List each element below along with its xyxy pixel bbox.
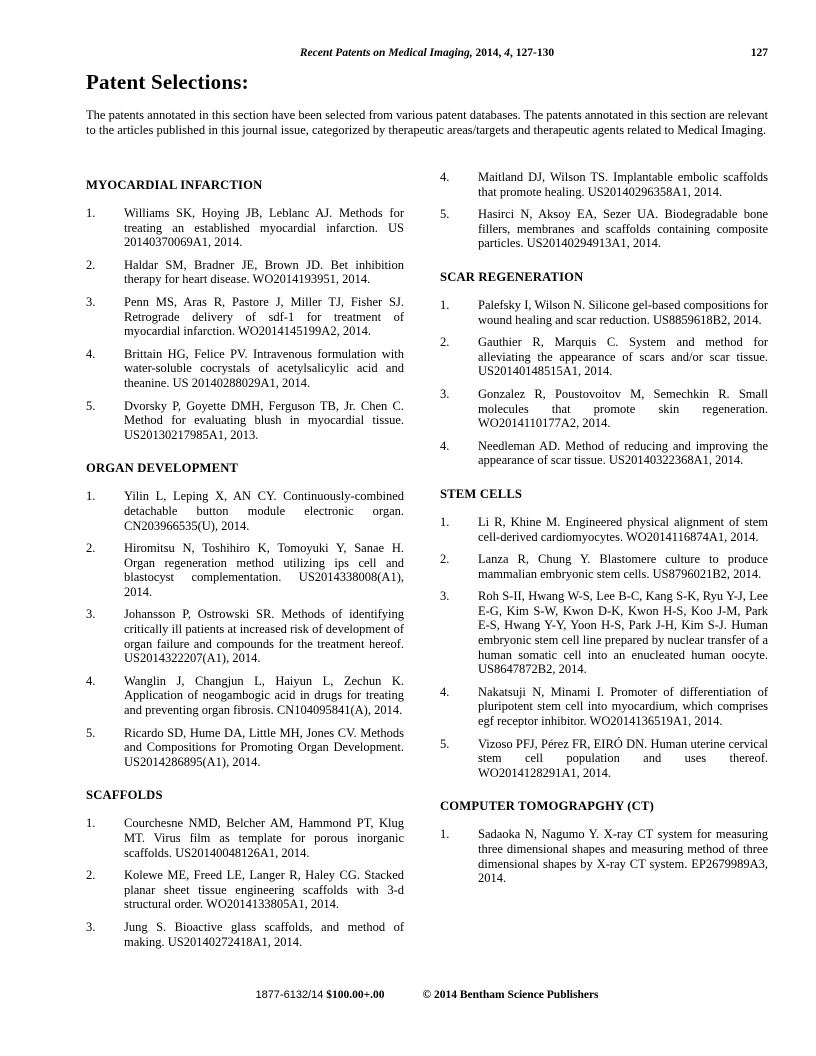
item-number: 3. — [440, 589, 450, 604]
patent-item — [86, 674, 404, 718]
patent-item — [440, 515, 768, 544]
patent-item — [86, 295, 404, 339]
section-myocardial-infarction — [86, 178, 404, 442]
item-number: 2. — [86, 541, 96, 556]
patent-item — [86, 816, 404, 860]
item-text: Vizoso PFJ, Pérez FR, EIRÓ DN. Human uterine cervical stem cell population and uses thereof. WO2014128291A1, 2014. — [478, 736, 768, 780]
patent-item — [440, 298, 768, 327]
item-text: Johansson P, Ostrowski SR. Methods of identifying critically ill patients at increased risk of development of organ failure and compounds for the treatment hereof. US2014322207(A1), 2014. — [124, 607, 404, 666]
issn: 1877-6132/14 — [255, 989, 324, 1001]
item-number: 3. — [440, 386, 450, 401]
section-computer-tomography — [440, 799, 768, 885]
patent-item — [86, 489, 404, 533]
page-number: 127 — [750, 47, 768, 59]
item-number: 4. — [440, 438, 450, 453]
item-number: 1. — [86, 206, 96, 220]
item-number: 2. — [440, 552, 450, 567]
journal-year: 2014, — [472, 47, 505, 59]
item-text: Sadaoka N, Nagumo Y. X-ray CT system for measuring three dimensional shapes and measuring method of three dimensional shapes by X-ray CT system. EP2679989A3, 2014. — [478, 827, 768, 886]
copyright: © 2014 Bentham Science Publishers — [422, 989, 599, 1001]
patent-item — [86, 258, 404, 287]
journal-pages: , 127-130 — [510, 47, 555, 59]
item-number: 4. — [86, 346, 96, 361]
item-text: Roh S-II, Hwang W-S, Lee B-C, Kang S-K, Ryu Y-J, Lee E-G, Kim S-W, Kwon D-K, Kwon H-S, Koo J-M, Park E-S, Hwang Y-Y, Yoon H-S, Park J-H, Kim S-J. Human embryonic stem cell line prepared by nuclear transfer of a human somatic cell into an enucleated human oocyte. US8647872B2, 2014. — [478, 589, 768, 677]
item-number: 1. — [440, 827, 450, 842]
item-text: Gonzalez R, Poustovoitov M, Semechkin R. Small molecules that promote skin regeneration. WO2014110177A2, 2014. — [478, 386, 768, 431]
right-column — [440, 170, 768, 894]
item-text: Ricardo SD, Hume DA, Little MH, Jones CV. Methods and Compositions for Promoting Organ Development. US2014286895(A1), 2014. — [124, 725, 404, 769]
item-text: Courchesne NMD, Belcher AM, Hammond PT, Klug MT. Virus film as template for porous inorganic scaffolds. US20140048126A1, 2014. — [124, 816, 404, 860]
section-organ-development — [86, 461, 404, 769]
item-text: Yilin L, Leping X, AN CY. Continuously-combined detachable button module electronic organ. CN203966535(U), 2014. — [124, 489, 404, 533]
price: $100.00+.00 — [326, 989, 385, 1001]
item-text: Palefsky I, Wilson N. Silicone gel-based compositions for wound healing and scar reduction. US8859618B2, 2014. — [478, 297, 768, 327]
item-text: Needleman AD. Method of reducing and improving the appearance of scar tissue. US20140322368A1, 2014. — [478, 438, 768, 468]
item-number: 5. — [86, 725, 96, 740]
patent-item — [86, 868, 404, 912]
item-text: Wanglin J, Changjun L, Haiyun L, Zechun K. Application of neogambogic acid in drugs for treating and preventing organ fibrosis. CN104095841(A), 2014. — [124, 673, 404, 718]
patent-item — [440, 589, 768, 677]
patent-item — [440, 335, 768, 379]
section-scaffolds-continued — [440, 170, 768, 251]
section-scaffolds — [86, 788, 404, 949]
item-text: Penn MS, Aras R, Pastore J, Miller TJ, Fisher SJ. Retrograde delivery of sdf-1 for treatment of myocardial infarction. WO2014145199A2, 2014. — [124, 294, 404, 339]
section-heading: STEM CELLS — [440, 486, 523, 501]
section-heading: SCAR REGENERATION — [440, 269, 584, 284]
item-number: 4. — [440, 684, 450, 699]
item-text: Haldar SM, Bradner JE, Brown JD. Bet inhibition therapy for heart disease. WO2014193951, 2014. — [124, 257, 404, 287]
item-number: 1. — [440, 514, 450, 529]
item-text: Williams SK, Hoying JB, Leblanc AJ. Methods for treating an established myocardial infarction. US 20140370069A1, 2014. — [124, 206, 404, 250]
footer-issn-price — [255, 989, 384, 1001]
item-number: 1. — [86, 816, 96, 831]
journal-reference — [86, 47, 768, 59]
item-number: 4. — [440, 170, 450, 184]
item-number: 3. — [86, 294, 96, 309]
item-number: 3. — [86, 919, 96, 934]
patent-item — [440, 439, 768, 468]
page-footer — [86, 989, 768, 1001]
item-text: Nakatsuji N, Minami I. Promoter of differentiation of pluripotent stem cell into myocardium, which comprises egf receptor inhibitor. WO2014136519A1, 2014. — [478, 684, 768, 729]
item-number: 1. — [440, 297, 450, 312]
intro-paragraph: The patents annotated in this section have been selected from various patent databases. The patents annotated in this section are relevant to the articles published in this journal issue, categorized by therapeutic areas/targets and therapeutic agents related to Medical Imaging. — [86, 108, 768, 137]
item-number: 2. — [86, 868, 96, 883]
patent-item — [86, 726, 404, 770]
item-number: 5. — [440, 736, 450, 751]
patent-item — [440, 685, 768, 729]
journal-title: Recent Patents on Medical Imaging, — [299, 47, 473, 59]
item-text: Li R, Khine M. Engineered physical alignment of stem cell-derived cardiomyocytes. WO2014116874A1, 2014. — [478, 514, 768, 544]
patent-item — [86, 541, 404, 599]
section-heading: COMPUTER TOMOGRAPGHY (CT) — [440, 799, 654, 814]
patent-item — [440, 737, 768, 781]
journal-volume: 4 — [504, 47, 511, 59]
item-number: 2. — [440, 335, 450, 350]
item-number: 2. — [86, 257, 96, 272]
patent-item — [440, 207, 768, 251]
item-number: 5. — [440, 207, 450, 222]
section-heading: MYOCARDIAL INFARCTION — [86, 178, 263, 192]
item-text: Lanza R, Chung Y. Blastomere culture to produce mammalian embryonic stem cells. US8796021B2, 2014. — [478, 552, 768, 581]
patent-item — [86, 206, 404, 250]
item-number: 5. — [86, 398, 96, 413]
patent-item — [440, 552, 768, 581]
item-number: 3. — [86, 607, 96, 622]
patent-item — [86, 347, 404, 391]
item-text: Jung S. Bioactive glass scaffolds, and method of making. US20140272418A1, 2014. — [124, 919, 404, 949]
patent-item — [440, 387, 768, 431]
left-column — [86, 170, 404, 957]
item-text: Kolewe ME, Freed LE, Langer R, Haley CG. Stacked planar sheet tissue engineering scaffolds with 3-d structural order. WO2014133805A1, 2014. — [124, 868, 404, 912]
item-text: Gauthier R, Marquis C. System and method for alleviating the appearance of scars and/or scar tissue. US20140148515A1, 2014. — [478, 335, 768, 379]
running-head — [86, 47, 768, 63]
item-text: Hiromitsu N, Toshihiro K, Tomoyuki Y, Sanae H. Organ regeneration method utilizing ips cell and blastocyst complementation. US2014338008(A1), 2014. — [124, 541, 404, 599]
patent-item — [440, 170, 768, 199]
item-number: 1. — [86, 489, 96, 504]
page-title: Patent Selections: — [86, 70, 249, 94]
item-text: Maitland DJ, Wilson TS. Implantable embolic scaffolds that promote healing. US20140296358A1, 2014. — [478, 170, 768, 199]
patent-item — [440, 827, 768, 885]
patent-item — [86, 607, 404, 665]
patent-item — [86, 920, 404, 949]
item-text: Brittain HG, Felice PV. Intravenous formulation with water-soluble cocrystals of acetylsalicylic acid and theanine. US 20140288029A1, 2014. — [124, 346, 404, 390]
item-number: 4. — [86, 673, 96, 688]
item-text: Hasirci N, Aksoy EA, Sezer UA. Biodegradable bone fillers, membranes and scaffolds containing composite particles. US20140294913A1, 2014. — [478, 207, 768, 251]
patent-item — [86, 399, 404, 443]
section-heading: SCAFFOLDS — [86, 788, 163, 803]
section-stem-cells — [440, 487, 768, 781]
item-text: Dvorsky P, Goyette DMH, Ferguson TB, Jr. Chen C. Method for evaluating blush in myocardial tissue. US20130217985A1, 2013. — [124, 398, 404, 442]
section-scar-regeneration — [440, 270, 768, 468]
section-heading: ORGAN DEVELOPMENT — [86, 461, 239, 476]
